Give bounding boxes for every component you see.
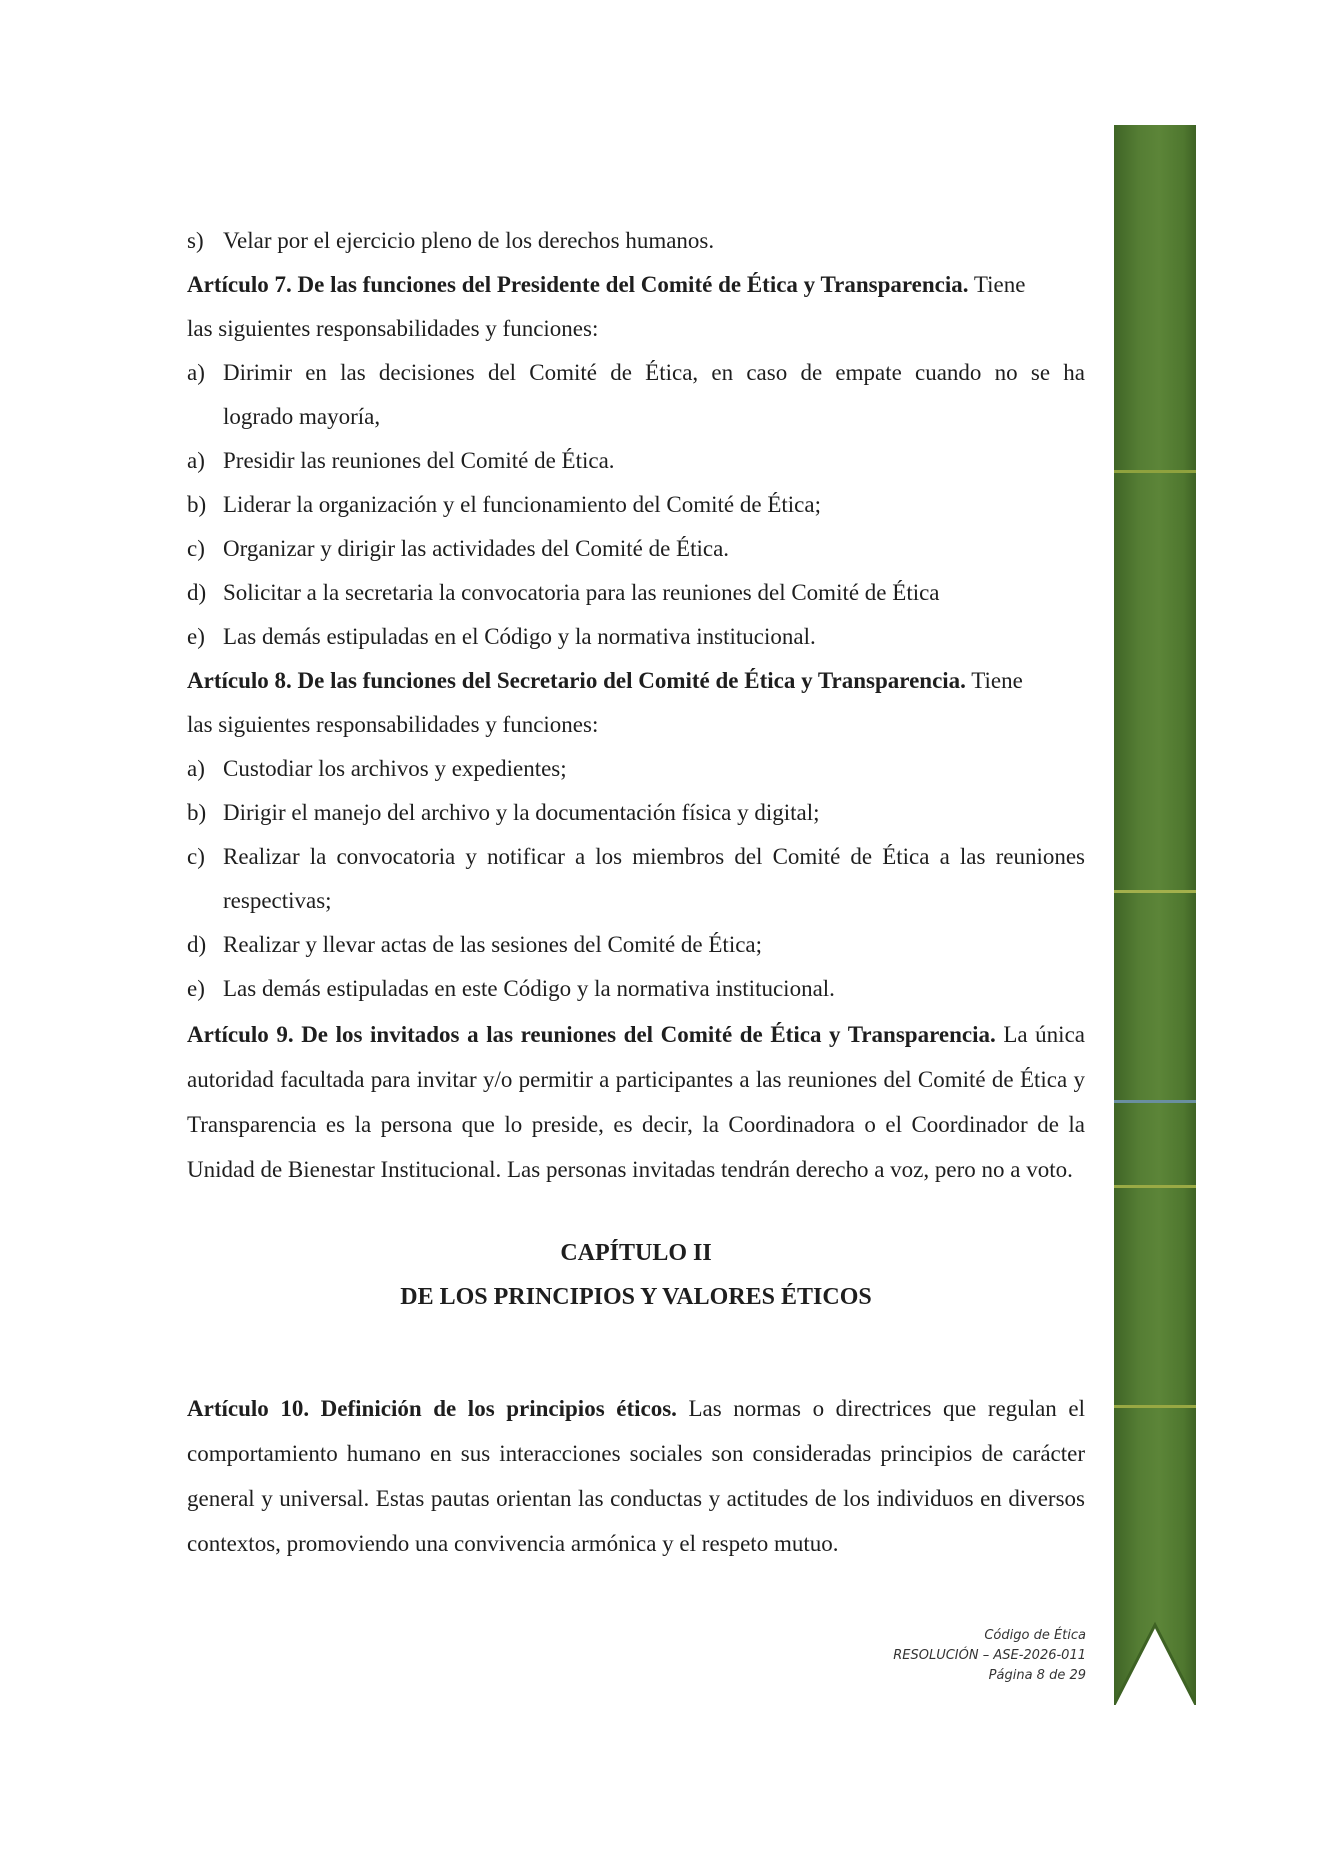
list-item: a) Presidir las reuniones del Comité de Ética. xyxy=(187,448,615,473)
list-item-continuation: respectivas; xyxy=(223,888,332,913)
article-7-intro: las siguientes responsabilidades y funciones: xyxy=(187,316,599,341)
document-body xyxy=(187,226,1085,1566)
list-item-continuation: logrado mayoría, xyxy=(223,404,381,429)
list-item: d) Realizar y llevar actas de las sesiones del Comité de Ética; xyxy=(187,932,763,957)
list-item: b) Dirigir el manejo del archivo y la documentación física y digital; xyxy=(187,800,820,825)
list-item: a) Custodiar los archivos y expedientes; xyxy=(187,756,567,781)
ribbon-band xyxy=(1114,890,1196,893)
green-ribbon-decoration xyxy=(1114,125,1196,1705)
article-9-paragraph: Artículo 9. De los invitados a las reuniones del Comité de Ética y Transparencia. La única autoridad facultada para invitar y/o permitir a participantes a las reuniones del Comité de Ética y Transparencia es la persona que lo preside, es decir, la Coordinadora o el Coordinador de la Unidad de Bienestar Institucional. Las personas invitadas tendrán derecho a voz, pero no a voto. xyxy=(187,1022,1085,1182)
article-10-title: Artículo 10. Definición de los principios éticos. xyxy=(187,1396,677,1421)
list-item: e) Las demás estipuladas en el Código y la normativa institucional. xyxy=(187,624,816,649)
ribbon-band xyxy=(1114,1185,1196,1188)
article-7-heading: Artículo 7. De las funciones del Presidente del Comité de Ética y Transparencia. Tiene xyxy=(187,272,1026,297)
article-10-paragraph: Artículo 10. Definición de los principios éticos. Las normas o directrices que regulan el comportamiento humano en sus interacciones sociales son consideradas principios de carácter general y universal. Estas pautas orientan las conductas y actitudes de los individuos en diversos contextos, promoviendo una convivencia armónica y el respeto mutuo. xyxy=(187,1396,1085,1556)
ribbon-notch-icon xyxy=(1114,1615,1196,1705)
list-item: e) Las demás estipuladas en este Código y la normativa institucional. xyxy=(187,976,835,1001)
ribbon-band xyxy=(1114,1405,1196,1408)
page-footer xyxy=(893,1626,1086,1686)
list-item-s: s) Velar por el ejercicio pleno de los derechos humanos. xyxy=(187,228,715,253)
article-8-title: Artículo 8. De las funciones del Secretario del Comité de Ética y Transparencia. xyxy=(187,668,966,693)
chapter-subtitle: DE LOS PRINCIPIOS Y VALORES ÉTICOS xyxy=(400,1284,872,1310)
footer-document-title: Código de Ética xyxy=(984,1628,1086,1643)
footer-page-number: Página 8 de 29 xyxy=(988,1668,1086,1683)
article-9-title: Artículo 9. De los invitados a las reuniones del Comité de Ética y Transparencia. xyxy=(187,1022,996,1047)
list-item: a) Dirimir en las decisiones del Comité de Ética, en caso de empate cuando no se ha xyxy=(187,360,1085,385)
ribbon-band xyxy=(1114,1100,1196,1103)
article-8-heading: Artículo 8. De las funciones del Secretario del Comité de Ética y Transparencia. Tiene xyxy=(187,668,1023,693)
list-item: c) Realizar la convocatoria y notificar a los miembros del Comité de Ética a las reuniones xyxy=(187,844,1085,869)
list-item: c) Organizar y dirigir las actividades del Comité de Ética. xyxy=(187,536,730,561)
footer-resolution: RESOLUCIÓN – ASE-2026-011 xyxy=(893,1648,1086,1663)
chapter-title: CAPÍTULO II xyxy=(560,1240,712,1266)
list-item: b) Liderar la organización y el funcionamiento del Comité de Ética; xyxy=(187,492,821,517)
list-item: d) Solicitar a la secretaria la convocatoria para las reuniones del Comité de Ética xyxy=(187,580,940,605)
article-8-intro: las siguientes responsabilidades y funciones: xyxy=(187,712,599,737)
article-7-title: Artículo 7. De las funciones del Presidente del Comité de Ética y Transparencia. xyxy=(187,272,969,297)
ribbon-band xyxy=(1114,470,1196,473)
